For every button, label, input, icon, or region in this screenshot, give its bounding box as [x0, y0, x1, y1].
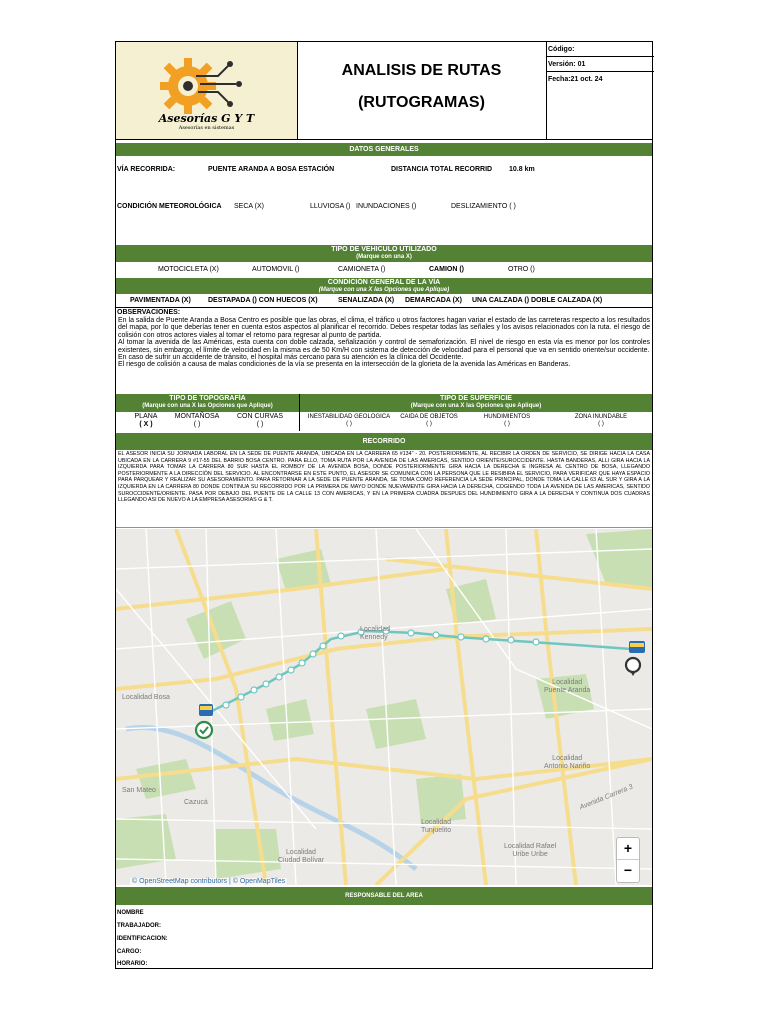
recorrido-text: EL ASESOR INICIA SU JORNADA LABORAL EN LA SEDE DE PUENTE ARANDA, UBICADA EN LA CARRERA 65 #134" - 20. POSTERIORMENTE, AL RECIBIR LA ORDEN DE SERVICIO, SE DIRIGE HACIA LA CASA UBICADA EN LA CARRERA 9 #17-55 DEL BARRIO BOSA CENTRO. PARA ELLO, TOMA RUTA POR LA AVENIDA DE LAS AMERICAS, SENTIDO ORIENTE/SUROCCIDENTE. HASTA BANDERAS, ALLI GIRA HACIA LA IZQUIERDA PARA TOMAR LA CARRERA 80 SUR HASTA EL ROMBOY DE LA AVENIDA BOSA, DONDE POSTERIORMENTE GIRA HACIA LA DERECHA E INGRESA AL CENTRO DE BOSA, LLEGANDO POSTERIORMENTE A LA DIRECCIÓN DEL SERVICIO. AL ENCONTRARSE EN ESTE PUNTO, EL ASESOR SE COMUNICA CON LA PERSONA QUE LE RESIBIRA EL SERVICIO, PARA VERIFICAR QUE HAYA ESPACIO PARA PARQUEAR Y REALIZAR SU ASESORAMIENTO. PARA RETORNAR A LA SEDE DE PUENTE ARANDA, SE TOMA COMO REFERENCIA LA SEDE PRINCIPAL, DONDE TOMA LA CALLE 63 AL SUR Y GIRA A LA IZQUIERDA EN LA CARRERA 80 DONDE CONTINUA SU RECORRIDO POR LA PRIMERA DE MAYO DONDE NUEVAMENTE GIRA HACIA LA DERECHA, COGIENDO TODA LA AVENIDA DE LAS AMERICAS, SENTIDO SUROCCIDENTE/ORIENTE. PASA POR DEBAJO DEL PUENTE DE LA CALLE 13 CON AMERICAS, Y EN LA PRIMERA CUADRA DESPUES DEL HUNDIMIENTO GIRA A LA DERECHA Y CONTINUA DOS CUADRAS LLEGANDO ASI DE NUEVO A LA EMPRESA ASESORIAS G & T. [118, 451, 650, 504]
zoom-out-button[interactable]: − [623, 862, 633, 878]
map-label-tunjuelito: Localidad Tunjuelito [421, 819, 452, 834]
superficie-heading: TIPO DE SUPERFICIE (Marque con una X las Opciones que Aplique) [300, 394, 652, 412]
distancia-label: DISTANCIA TOTAL RECORRID [391, 166, 493, 173]
via-option-destapada: DESTAPADA () CON HUECOS (X) [208, 297, 318, 304]
vehiculo-option-camion: CAMION () [429, 266, 464, 273]
via-option-pavimentada: PAVIMENTADA (X) [130, 297, 191, 304]
vehiculo-option-camioneta: CAMIONETA () [338, 266, 386, 273]
vehiculo-option-moto: MOTOCICLETA (X) [158, 266, 219, 273]
field-horario: HORARIO: [117, 961, 148, 967]
zoom-in-button[interactable]: + [617, 838, 639, 860]
condicion-label: CONDICIÓN METEOROLÓGICA [117, 203, 222, 210]
map-label-puente-aranda: Localidad Puente Aranda [544, 679, 591, 694]
gear-logo-icon [156, 54, 256, 116]
topo-plana: PLANA ( X ) [134, 413, 158, 428]
map-label-san-mateo: San Mateo [122, 787, 156, 794]
codigo-label: Código: [548, 46, 575, 53]
map-label-rafael-uribe: Localidad Rafael Uribe Uribe [504, 843, 557, 858]
deslizamiento-option: DESLIZAMIENTO ( ) [451, 203, 516, 210]
version-label: Versión: 01 [548, 61, 586, 68]
distancia-value: 10.8 km [509, 166, 535, 173]
recorrido-heading: RECORRIDO [116, 433, 652, 450]
seca-option: SECA (X) [234, 203, 264, 210]
map-label-antonio-narino: Localidad Antonio Nariño [544, 755, 591, 770]
doc-meta [546, 42, 654, 139]
condicion-via-subheading: (Marque con una X las Opciones que Aplique) [318, 287, 450, 293]
map-label-kennedy: Localidad Kennedy [360, 626, 390, 641]
map-label-cazuca: Cazucá [184, 799, 208, 806]
sup-inestabilidad: INESTABILIDAD GEOLOGICA ( ) [307, 414, 391, 427]
logo-tagline: Asesorías en sistemas [178, 125, 235, 131]
map-attribution[interactable]: © OpenStreetMap contributors | © OpenMapTiles [132, 878, 286, 885]
vehiculo-heading: TIPO DE VEHICULO UTILIZADO (Marque con una X) [116, 245, 652, 262]
via-option-senalizada: SENALIZADA (X) [338, 297, 395, 304]
via-option-demarcada: DEMARCADA (X) [405, 297, 462, 304]
title-box [297, 42, 547, 139]
via-value: PUENTE ARANDA A BOSA ESTACIÓN [208, 166, 335, 173]
topografia-heading: TIPO DE TOPOGRAFÍA (Marque con una X las Opciones que Aplique) [116, 394, 299, 412]
observaciones-label: OBSERVACIONES: [117, 309, 181, 316]
topografia-subheading: (Marque con una X las Opciones que Aplique) [142, 403, 273, 409]
vehiculo-subheading: (Marque con una X) [356, 254, 412, 260]
topo-curvas: CON CURVAS ( ) [236, 413, 284, 428]
zoom-controls [616, 837, 640, 883]
form-sheet [115, 41, 653, 969]
vehiculo-option-auto: AUTOMOVIL () [252, 266, 300, 273]
map-label-ciudad-bolivar: Localidad Ciudad Bolívar [278, 849, 324, 864]
page-subtitle: (RUTOGRAMAS) [358, 94, 485, 111]
datos-generales-heading: DATOS GENERALES [116, 143, 652, 156]
responsable-heading: RESPONSABLE DEL AREA [116, 887, 652, 905]
superficie-subheading: (Marque con una X las Opciones que Aplique) [410, 403, 542, 409]
topo-montanosa: MONTAÑOSA ( ) [174, 413, 220, 428]
field-nombre: NOMBRE [117, 910, 144, 916]
vehiculo-option-otro: OTRO () [508, 266, 535, 273]
field-identificacion: IDENTIFICACION: [117, 936, 168, 942]
via-label: VÍA RECORRIDA: [117, 166, 176, 173]
field-cargo: CARGO: [117, 949, 142, 955]
origin-marker-icon[interactable] [621, 641, 647, 681]
via-option-calzada: UNA CALZADA () DOBLE CALZADA (X) [472, 297, 603, 304]
route-map[interactable] [116, 529, 652, 885]
sup-hundimientos: HUNDIMIENTOS ( ) [483, 414, 531, 427]
map-label-avenida: Avenida Carrera 3 [578, 783, 634, 812]
fecha-label: Fecha:21 oct. 24 [548, 76, 603, 83]
logo-name: Asesorías G Y T [158, 112, 255, 125]
observaciones-text: En la salida de Puente Aranda a Bosa Centro es posible que las obras, el clima, el tráfico u otros factores hagan variar el estado de las carreteras respecto a los resultados del mapa, por lo que deberías tener en cuenta estos aspectos al planificar el recorrido. Debes respetar todas las señales y los avisos relacionados con la ruta. el riesgo de colisión con otros actores viales al tomar el retorno para regresar al punto de partida. Al tomar la avenida de las Américas, esta cuenta con doble calzada, señalización y control de semaforización. El nivel de riesgo en esta vía es menor por los controles existentes, sin embargo, el límite de velocidad en la misma es de 50 Km/H con sistema de detección de velocidad para el personal que va en sentido oriente/sur occidente. En caso de sufrir un accidente de tránsito, el hospital más cercano para su atención es la clínica del Occidente. El riesgo de colisión a causa de malas condiciones de la vía se presenta en la intersección de la glorieta de la avenida las Américas en Banderas. [118, 317, 650, 369]
lluviosa-option: LLUVIOSA () [310, 203, 351, 210]
inundaciones-option: INUNDACIONES () [356, 203, 417, 210]
page-title: ANALISIS DE RUTAS [341, 62, 502, 79]
destination-marker-icon[interactable] [194, 704, 218, 744]
map-label-bosa: Localidad Bosa [122, 694, 170, 701]
sup-caida: CAIDA DE OBJETOS ( ) [400, 414, 458, 427]
logo-box [116, 42, 298, 139]
condicion-via-heading: CONDICIÓN GENERAL DE LA VÍA (Marque con una X las Opciones que Aplique) [116, 278, 652, 294]
sup-inundable: ZONA INUNDABLE ( ) [574, 414, 628, 427]
field-trabajador: TRABAJADOR: [117, 923, 161, 929]
